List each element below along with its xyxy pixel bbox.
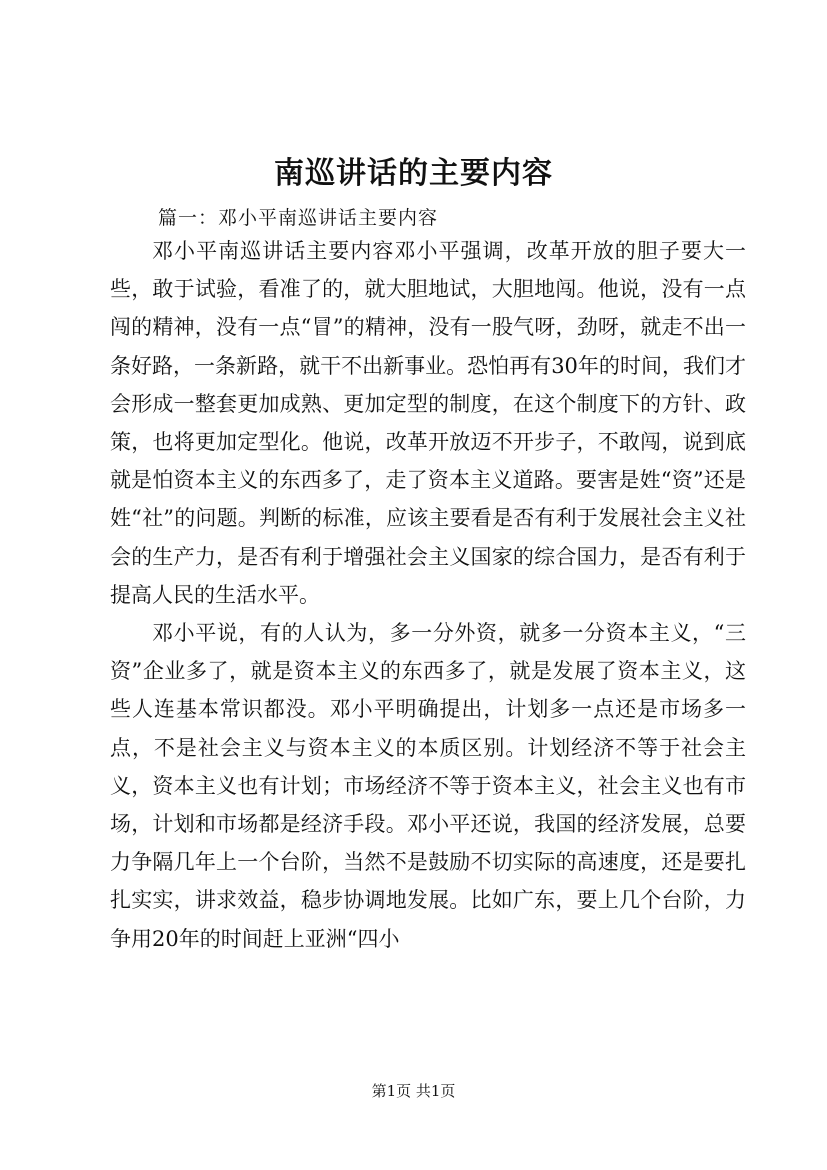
document-title: 南巡讲话的主要内容 (274, 156, 553, 191)
body-paragraph: 邓小平南巡讲话主要内容邓小平强调，改革开放的胆子要大一些，敢于试验，看准了的，就大胆地试，大胆地闯。他说，没有一点闯的精神，没有一点“冒”的精神，没有一股气呀，劲呀，就走不出一条好路，一条新路，就干不出新事业。恐怕再有30年的时间，我们才会形成一整套更加成熟、更加定型的制度，在这个制度下的方针、政策，也将更加定型化。他说，改革开放迈不开步子，不敢闯，说到底就是怕资本主义的东西多了，走了资本主义道路。要害是姓“资”还是姓“社”的问题。判断的标准，应该主要看是否有利于发展社会主义社会的生产力，是否有利于增强社会主义国家的综合国力，是否有利于提高人民的生活水平。 (110, 239, 746, 607)
body-paragraph: 邓小平说，有的人认为，多一分外资，就多一分资本主义，“三资”企业多了，就是资本主义的东西多了，就是发展了资本主义，这些人连基本常识都没。邓小平明确提出，计划多一点还是市场多一点，不是社会主义与资本主义的本质区别。计划经济不等于社会主义，资本主义也有计划；市场经济不等于资本主义，社会主义也有市场，计划和市场都是经济手段。邓小平还说，我国的经济发展，总要力争隔几年上一个台阶，当然不是鼓励不切实际的高速度，还是要扎扎实实，讲求效益，稳步协调地发展。比如广东，要上几个台阶，力争用20年的时间赶上亚洲“四小 (110, 621, 746, 951)
section-heading: 篇一：邓小平南巡讲话主要内容 (158, 207, 439, 229)
page-number-footer: 第1页 共1页 (371, 1082, 456, 1100)
document-body (110, 232, 746, 958)
